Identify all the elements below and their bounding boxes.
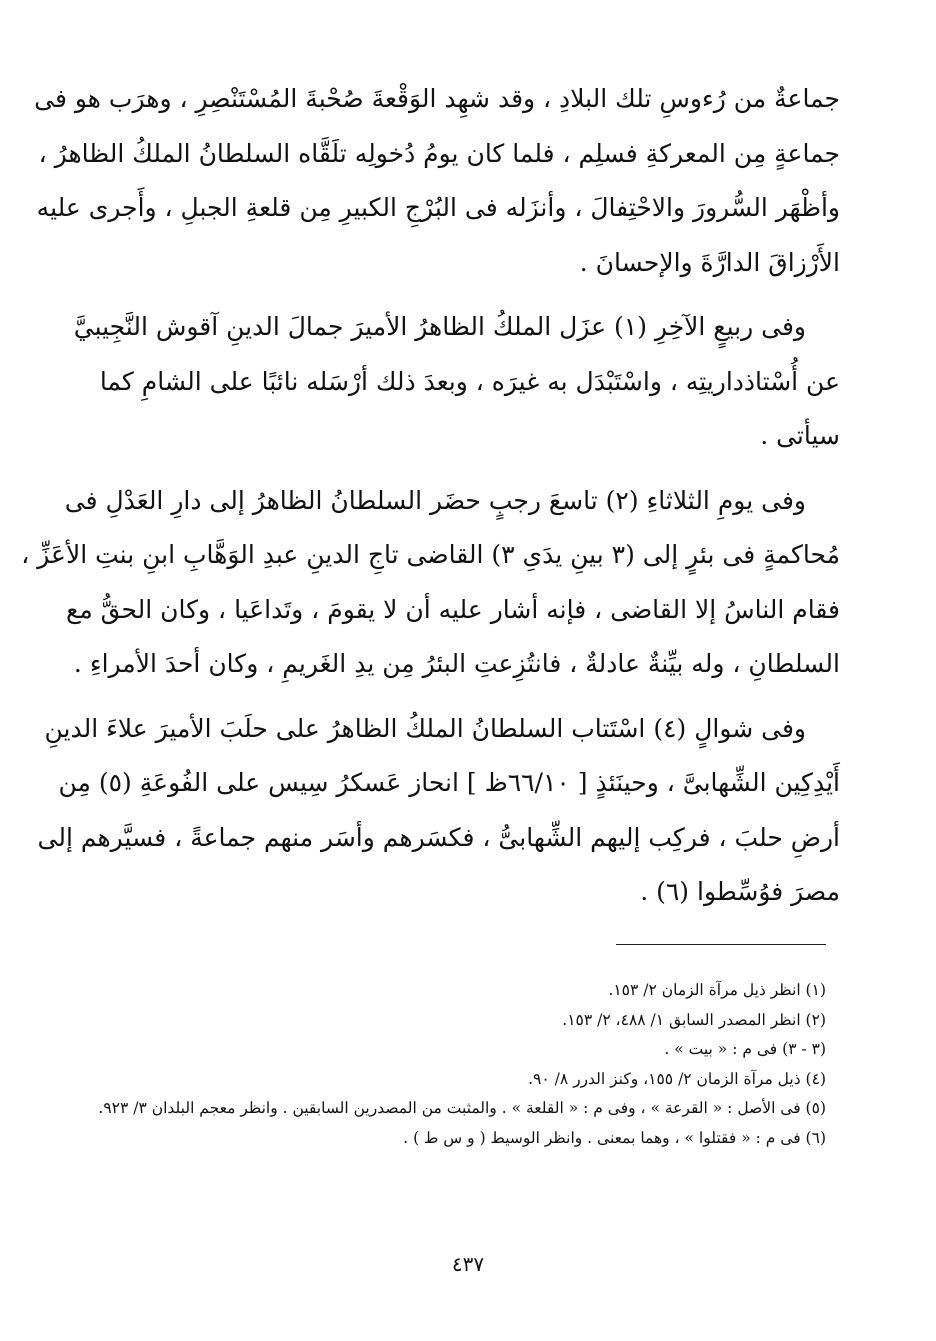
text-line: وأظْهَر السُّرورَ والاحْتِفالَ ، وأنزَله فى البُرْجِ الكبيرِ مِن قلعةِ الجبلِ ، وأَجرى عليه [36,193,840,222]
footnote: (٣ - ٣) فى م : « بيت » . [664,1040,826,1058]
footnote: (٢) انظر المصدر السابق ١/ ٤٨٨، ٢/ ١٥٣. [562,1010,826,1029]
text-line: مُحاكمةٍ فى بئرٍ إلى (٣ بينِ يدَىِ ٣) القاضى تاجِ الدينِ عبدِ الوَهَّابِ ابنِ بنتِ الأعَزِّ ، [21,540,840,569]
paragraph-gap [100,692,840,702]
footnote-separator [616,944,826,945]
text-line: عن أُسْتاذداريتِه ، واسْتَبْدَل به غيرَه ، وبعدَ ذلك أرْسَله نائبًا على الشامِ كما [99,366,840,396]
text-line: سيأتى . [760,421,840,450]
text-line: الأَرْزاقَ الدارَّةَ والإحسانَ . [579,247,840,277]
text-line: فقام الناسُ إلا القاضى ، فإنه أشار عليه أن لا يقومَ ، وتَداعَيا ، وكان الحقُّ مع [66,594,840,624]
footnote: (١) انظر ذيل مرآة الزمان ٢/ ١٥٣. [608,981,826,999]
paragraph-gap [100,464,840,474]
main-text [21,72,840,920]
footnote: (٦) فى م : « فقتلوا » ، وهما بمعنى . وانظر الوسيط ( و س ط ) . [403,1128,826,1147]
paragraph-gap [100,290,840,300]
page-number: ٤٣٧ [451,1252,485,1276]
text-line: مصرَ فوُسِّطوا (٦) . [640,877,840,906]
text-line: وفى يومِ الثلاثاءِ (٢) تاسعَ رجبٍ حضَر السلطانُ الظاهرُ إلى دارِ العَدْلِ فى [64,485,806,515]
text-line: وفى ربيعٍ الآخِرِ (١) عزَل الملكُ الظاهرُ الأميرَ جمالَ الدينِ آقوش النَّجِيبيَّ [73,312,806,341]
text-line: أَيْدِكِين الشِّهابىَّ ، وحينَئذٍ [ ٦٦/١٠ظ ] انحاز عَسكرُ سِيس على الفُوعَةِ (٥) مِن [58,768,840,797]
footnotes [98,976,826,1153]
text-line: جماعةٌ من رُءوسِ تلك البلادِ ، وقد شهِد الوَقْعةَ صُحْبةَ المُسْتَنْصِرِ ، وهرَب هو فى [34,84,840,113]
text-line: السلطانِ ، وله بيِّنةٌ عادلةٌ ، فانتُزِعتِ البئرُ مِن يدِ الغَريمِ ، وكان أحدَ الأمراءِ . [73,649,840,678]
text-line: أرضِ حلبَ ، فركِب إليهم الشِّهابىُّ ، فكسَرهم وأسَر منهم جماعةً ، فسيَّرهم إلى [37,822,840,852]
footnote: (٤) ذيل مرآة الزمان ٢/ ١٥٥، وكنز الدرر ٨/ ٩٠. [528,1069,826,1088]
footnote: (٥) فى الأصل : « القرعة » ، وفى م : « القلعة » . والمثبت من المصدرين السابقين . وانظر معجم البلدان ٣/ ٩٢٣. [98,1099,826,1117]
text-line: جماعةٍ مِن المعركةِ فسلِم ، فلما كان يومُ دُخولِه تلَقَّاه السلطانُ الملكُ الظاهرُ ، [38,138,840,168]
text-line: وفى شوالٍ (٤) اسْتَتاب السلطانُ الملكُ الظاهرُ على حلَبَ الأميرَ علاءَ الدينِ [44,713,806,743]
